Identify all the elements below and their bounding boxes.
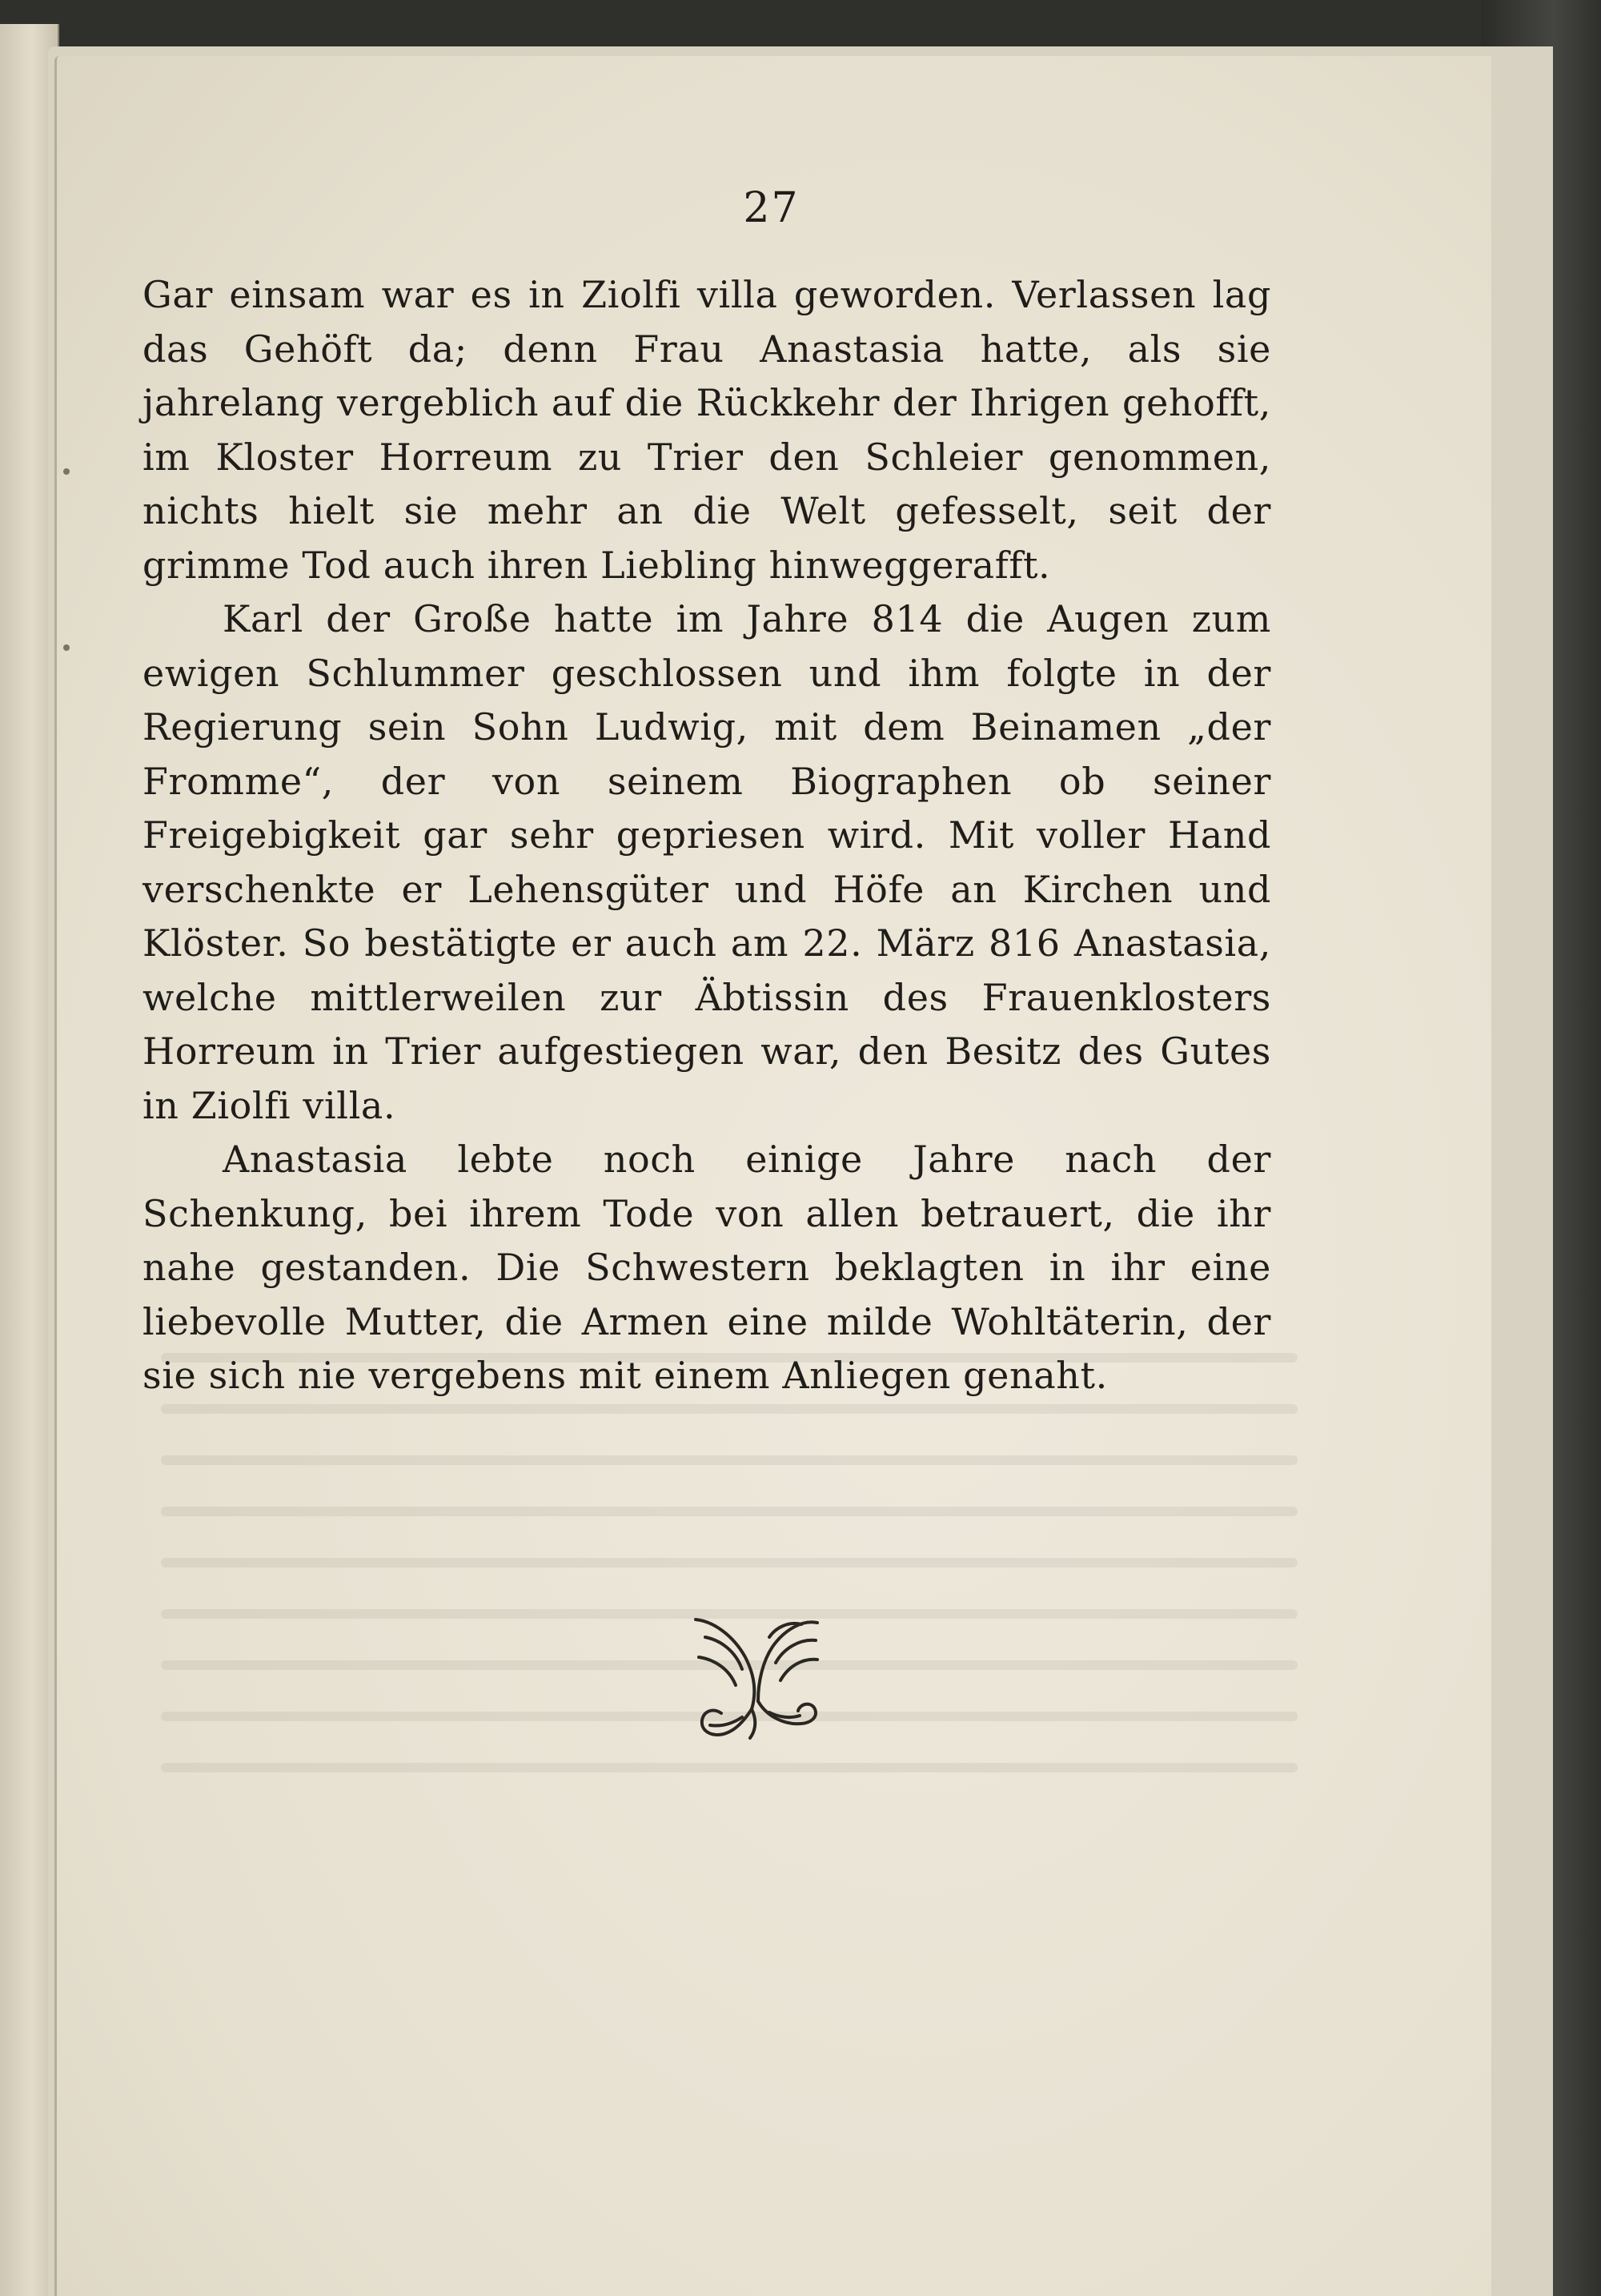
margin-speck	[63, 468, 70, 475]
margin-speck	[63, 644, 70, 651]
paragraph: Karl der Große hatte im Jahre 814 die Augen zum ewigen Schlummer geschlossen und ihm folgte in der Regierung sein Sohn Ludwig, mit dem Beinamen „der Fromme“, der von seinem Biographen ob seiner Freigebigkeit gar sehr gepriesen wird. Mit voller Hand verschenkte er Lehensgüter und Höfe an Kirchen und Klöster. So bestätigte er auch am 22. März 816 Anastasia, welche mittlerweilen zur Äbtissin des Frauenklosters Horreum in Trier aufgestiegen war, den Besitz des Gutes in Ziolfi villa.	[142, 597, 1271, 1127]
book-page	[54, 56, 1491, 2296]
paragraph: Gar einsam war es in Ziolfi villa geworden. Verlassen lag das Gehöft da; denn Frau Anastasia hatte, als sie jahrelang vergeblich auf die Rückkehr der Ihrigen gehofft, im Kloster Horreum zu Trier den Schleier genommen, nichts hielt sie mehr an die Welt gefesselt, seit der grimme Tod auch ihren Liebling hinweggerafft.	[142, 273, 1271, 587]
floral-vignette-icon	[689, 1613, 825, 1745]
body-text	[142, 268, 1271, 1403]
paragraph: Anastasia lebte noch einige Jahre nach der Schenkung, bei ihrem Tode von allen betrauert, die ihr nahe gestanden. Die Schwestern beklagten in ihr eine liebevolle Mutter, die Armen eine milde Wohltäterin, der sie sich nie vergebens mit einem Anliegen genaht.	[142, 1138, 1271, 1397]
page-number: 27	[743, 184, 800, 232]
